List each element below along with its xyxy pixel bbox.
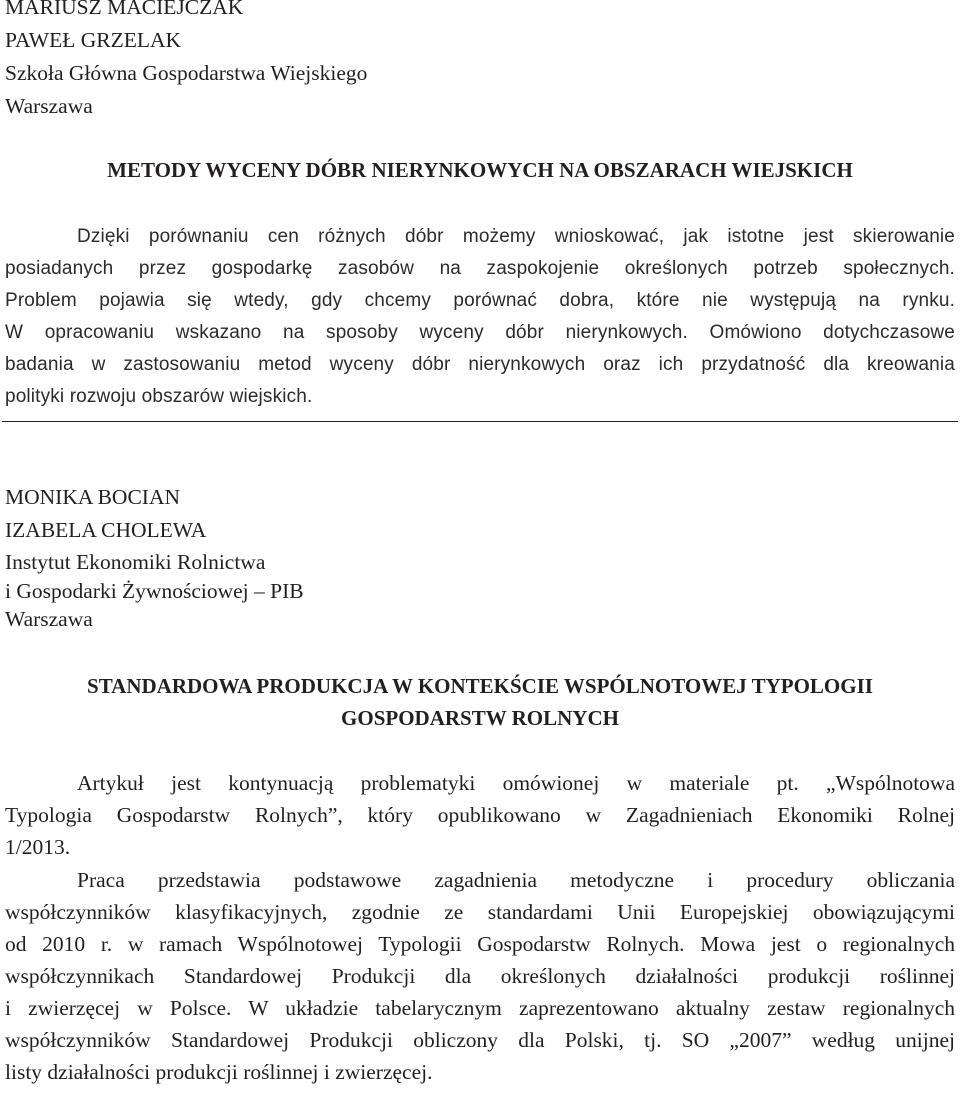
article-title: METODY WYCENY DÓBR NIERYNKOWYCH NA OBSZARACH WIEJSKICH	[107, 158, 853, 182]
abstract-line: W opracowaniu wskazano na sposoby wyceny dóbr nierynkowych. Omówiono dotychczasowe	[5, 322, 955, 343]
section-divider	[2, 421, 958, 422]
body-line: współczynnikach Standardowej Produkcji dla określonych działalności produkcji roślinnej	[5, 964, 955, 988]
abstract-line: posiadanych przez gospodarkę zasobów na zaspokojenie określonych potrzeb społecznych.	[5, 258, 955, 279]
affiliation-city: Warszawa	[5, 607, 93, 631]
body-line: 1/2013.	[5, 835, 71, 859]
body-line: listy działalności produkcji roślinnej i zwierzęcej.	[5, 1060, 433, 1084]
body-line: Artykuł jest kontynuacją problematyki omówionej w materiale pt. „Wspólnotowa	[77, 771, 955, 795]
article-abstract	[5, 222, 955, 422]
affiliation-line: Szkoła Główna Gospodarstwa Wiejskiego	[5, 61, 368, 85]
abstract-line: polityki rozwoju obszarów wiejskich.	[5, 386, 313, 407]
author-name: PAWEŁ GRZELAK	[5, 28, 182, 52]
affiliation-city: Warszawa	[5, 94, 93, 118]
author-name: IZABELA CHOLEWA	[5, 518, 207, 542]
affiliation-line: i Gospodarki Żywnościowej – PIB	[5, 579, 304, 603]
article-2	[5, 483, 955, 643]
article-title: STANDARDOWA PRODUKCJA W KONTEKŚCIE WSPÓLNOTOWEJ TYPOLOGII	[87, 674, 873, 698]
article-body	[5, 768, 955, 1093]
body-line: Praca przedstawia podstawowe zagadnienia metodyczne i procedury obliczania	[77, 868, 955, 892]
affiliation-line: Instytut Ekonomiki Rolnictwa	[5, 550, 266, 574]
body-line: współczynników klasyfikacyjnych, zgodnie ze standardami Unii Europejskiej obowiązującymi	[5, 900, 955, 924]
body-line: od 2010 r. w ramach Wspólnotowej Typologii Gospodarstw Rolnych. Mowa jest o regionalnych	[5, 932, 955, 956]
abstract-line: Dzięki porównaniu cen różnych dóbr możemy wnioskować, jak istotne jest skierowanie	[77, 226, 955, 247]
body-line: Typologia Gospodarstw Rolnych”, który opublikowano w Zagadnieniach Ekonomiki Rolnej	[5, 803, 955, 827]
body-line: i zwierzęcej w Polsce. W układzie tabelarycznym zaprezentowano aktualny zestaw regionalnych	[5, 996, 955, 1020]
abstract-line: badania w zastosowaniu metod wyceny dóbr nierynkowych oraz ich przydatność dla kreowania	[5, 354, 955, 375]
author-name: MONIKA BOCIAN	[5, 485, 180, 509]
article-title: GOSPODARSTW ROLNYCH	[341, 706, 619, 730]
body-line: współczynników Standardowej Produkcji obliczony dla Polski, tj. SO „2007” według unijnej	[5, 1028, 955, 1052]
author-name: MARIUSZ MACIEJCZAK	[5, 0, 244, 19]
abstract-line: Problem pojawia się wtedy, gdy chcemy porównać dobra, które nie występują na rynku.	[5, 290, 955, 311]
